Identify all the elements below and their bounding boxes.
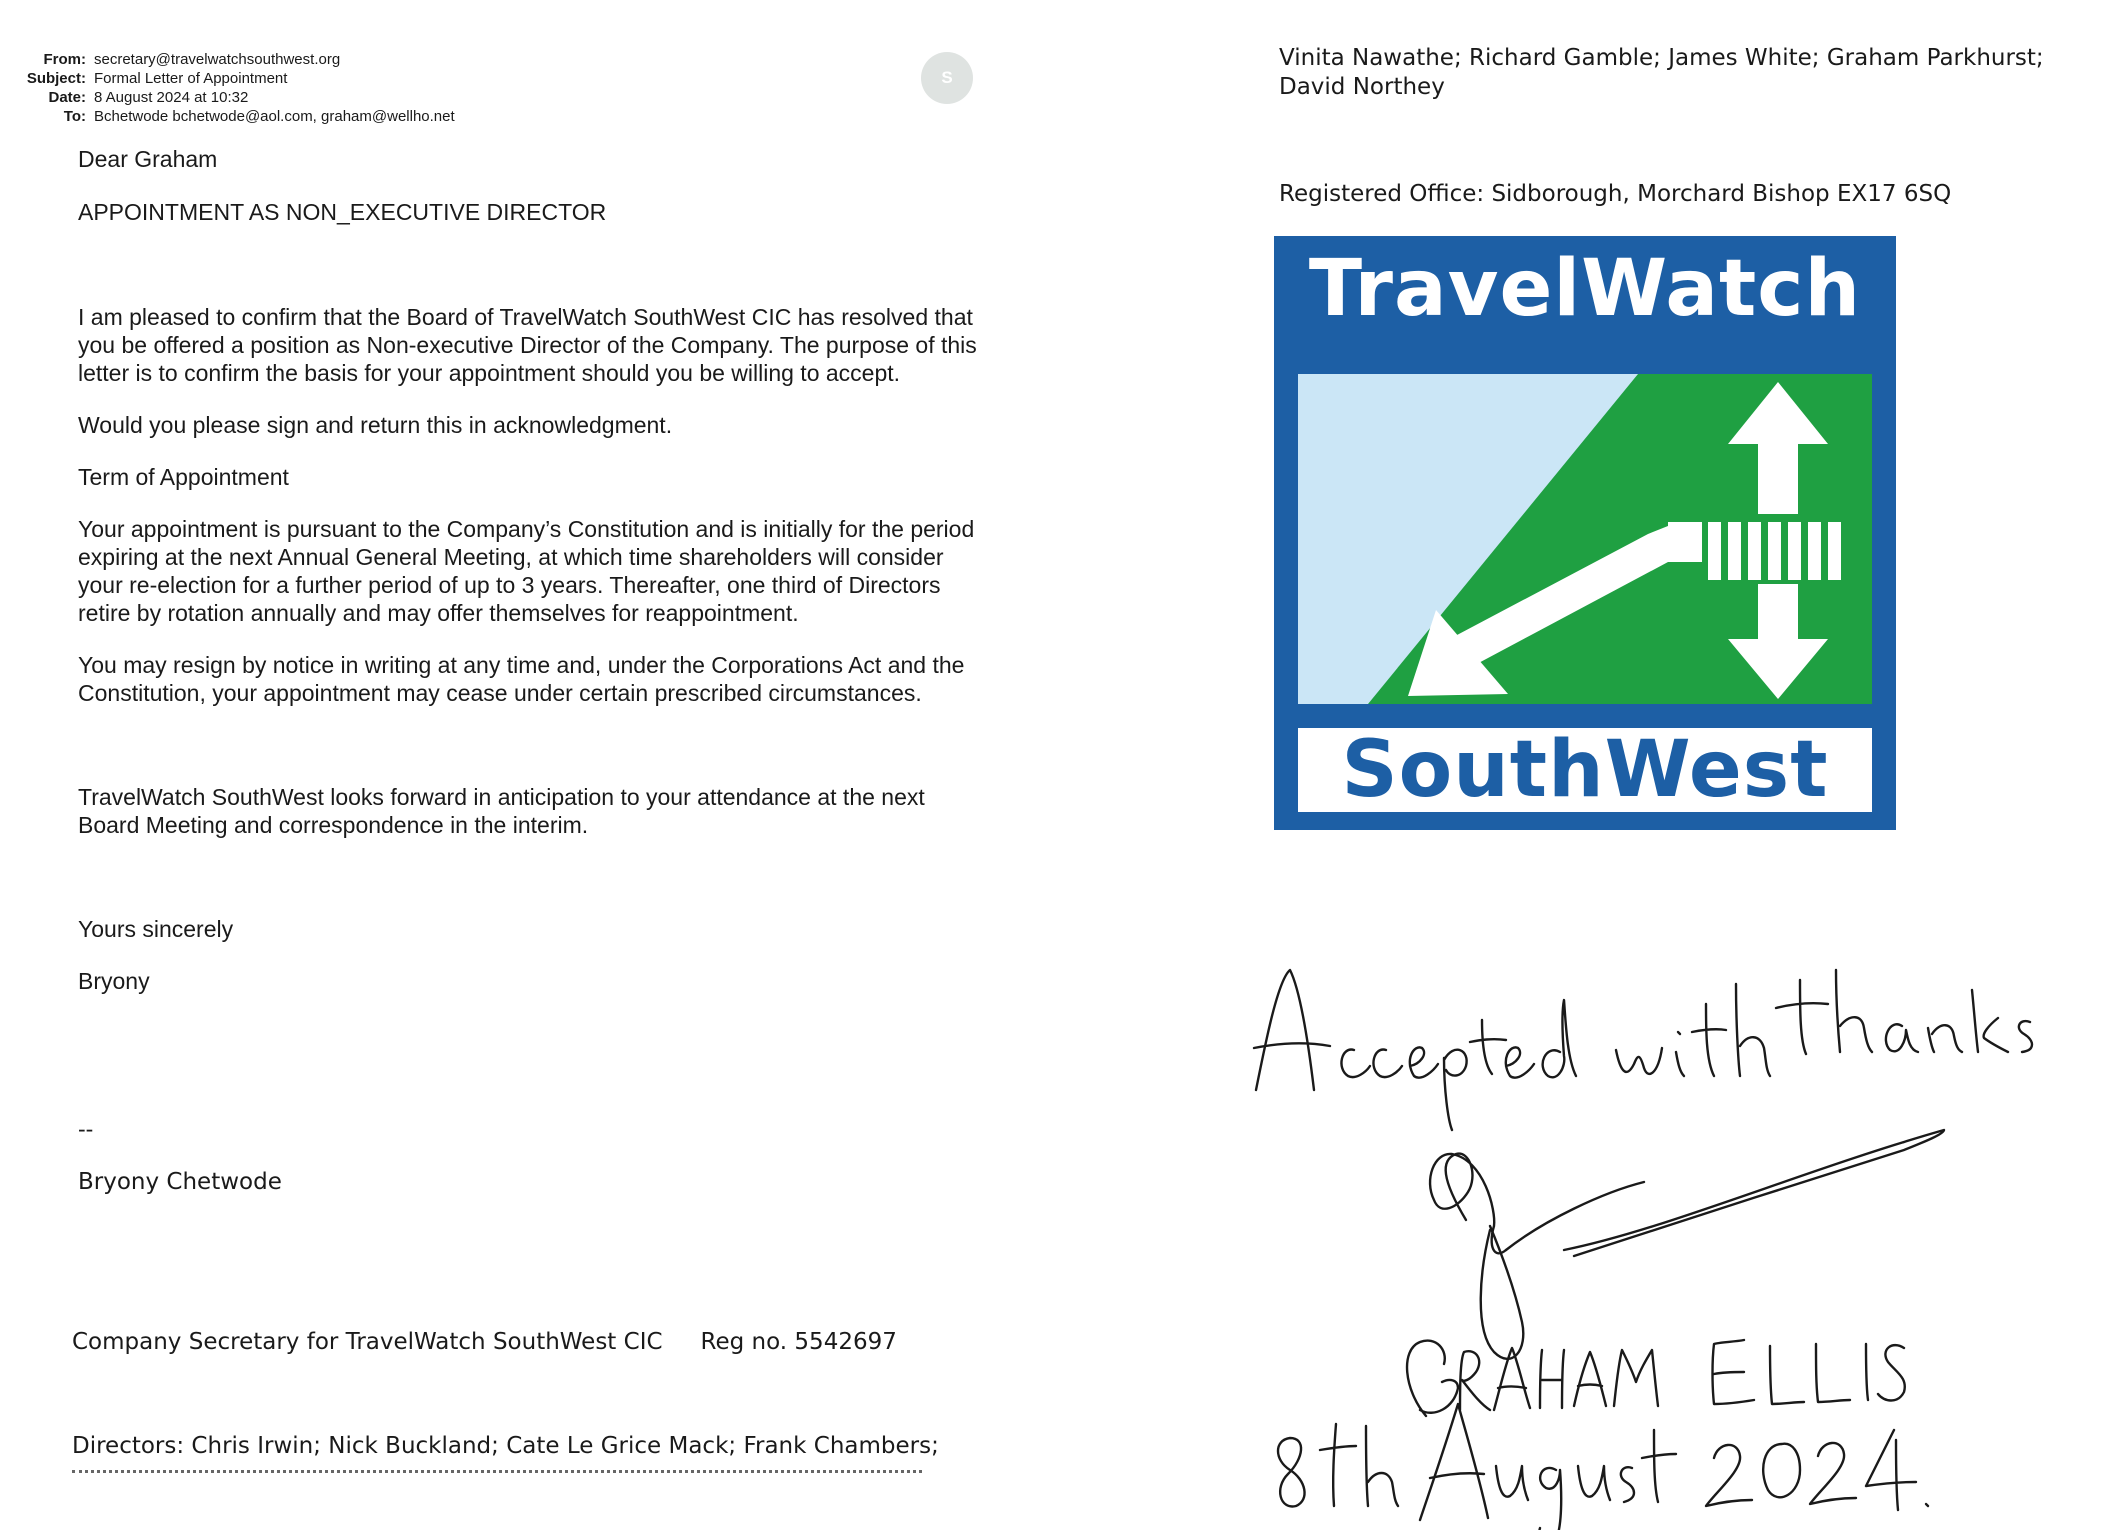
paragraph-anticipation: TravelWatch SouthWest looks forward in anticipation to your attendance at the next Board Meeting and correspondence in the interim. (78, 784, 925, 838)
handwritten-acceptance-text: Accepted with thanks (1244, 930, 1254, 931)
subject-row (0, 69, 560, 88)
directors-list: Directors: Chris Irwin; Nick Buckland; Cate Le Grice Mack; Frank Chambers; (72, 1433, 939, 1459)
date-value: 8 August 2024 at 10:32 (94, 89, 249, 106)
secretary-line (72, 1328, 1032, 1357)
sender-avatar: S (921, 52, 973, 104)
cut-off-text-line (72, 1470, 922, 1476)
directors-list-continued: Vinita Nawathe; Richard Gamble; James White; Graham Parkhurst; David Northey (1279, 45, 2044, 100)
logo-top-text: TravelWatch (1308, 244, 1862, 334)
from-value: secretary@travelwatchsouthwest.org (94, 51, 341, 68)
travelwatch-southwest-logo (1274, 236, 1896, 830)
signer-title: Company Secretary for TravelWatch SouthWest CIC (72, 1329, 663, 1355)
logo-bottom-text: SouthWest (1341, 725, 1829, 815)
subject-value: Formal Letter of Appointment (94, 70, 288, 87)
letter-continuation-page (1064, 0, 2128, 1526)
signer-full-name: Bryony Chetwode (78, 1169, 282, 1195)
letter-heading: APPOINTMENT AS NON_EXECUTIVE DIRECTOR (78, 199, 607, 225)
signature-separator: -- (78, 1116, 94, 1142)
logo-bottom-box (1298, 725, 1872, 815)
signer-first-name: Bryony (78, 968, 150, 994)
date-label: Date: (48, 89, 86, 106)
logo-arrows-icon (1298, 374, 1872, 704)
paragraph-sign-request: Would you please sign and return this in acknowledgment. (78, 412, 673, 438)
salutation: Dear Graham (78, 146, 218, 172)
date-row (0, 88, 560, 107)
email-header (0, 50, 560, 126)
paragraph-offer: I am pleased to confirm that the Board of TravelWatch SouthWest CIC has resolved that you be offered a position as Non-executive Director of the Company. The purpose of this letter is to confirm the basis for your appointment should you be willing to accept. (78, 304, 977, 386)
registered-office: Registered Office: Sidborough, Morchard Bishop EX17 6SQ (1279, 181, 1952, 207)
registration-number: Reg no. 5542697 (700, 1329, 897, 1355)
from-row (0, 50, 560, 69)
from-label: From: (43, 51, 86, 68)
handwritten-acceptance-signature (1244, 930, 2124, 1530)
closing: Yours sincerely (78, 916, 234, 942)
term-heading: Term of Appointment (78, 464, 289, 490)
subject-label: Subject: (26, 70, 86, 87)
to-label: To: (63, 108, 86, 125)
letter-body (78, 145, 978, 1196)
paragraph-resignation: You may resign by notice in writing at any time and, under the Corporations Act and the Constitution, your appointment may cease under certain prescribed circumstances. (78, 652, 965, 706)
to-value: Bchetwode bchetwode@aol.com, graham@wellho.net (94, 108, 455, 125)
email-page (0, 0, 1064, 1526)
paragraph-term: Your appointment is pursuant to the Company’s Constitution and is initially for the period expiring at the next Annual General Meeting, at which time shareholders will consider your re-election for a further period of up to 3 years. Thereafter, one third of Directors retire by rotation annually and may offer themselves for reappointment. (78, 516, 975, 626)
to-row (0, 107, 560, 126)
